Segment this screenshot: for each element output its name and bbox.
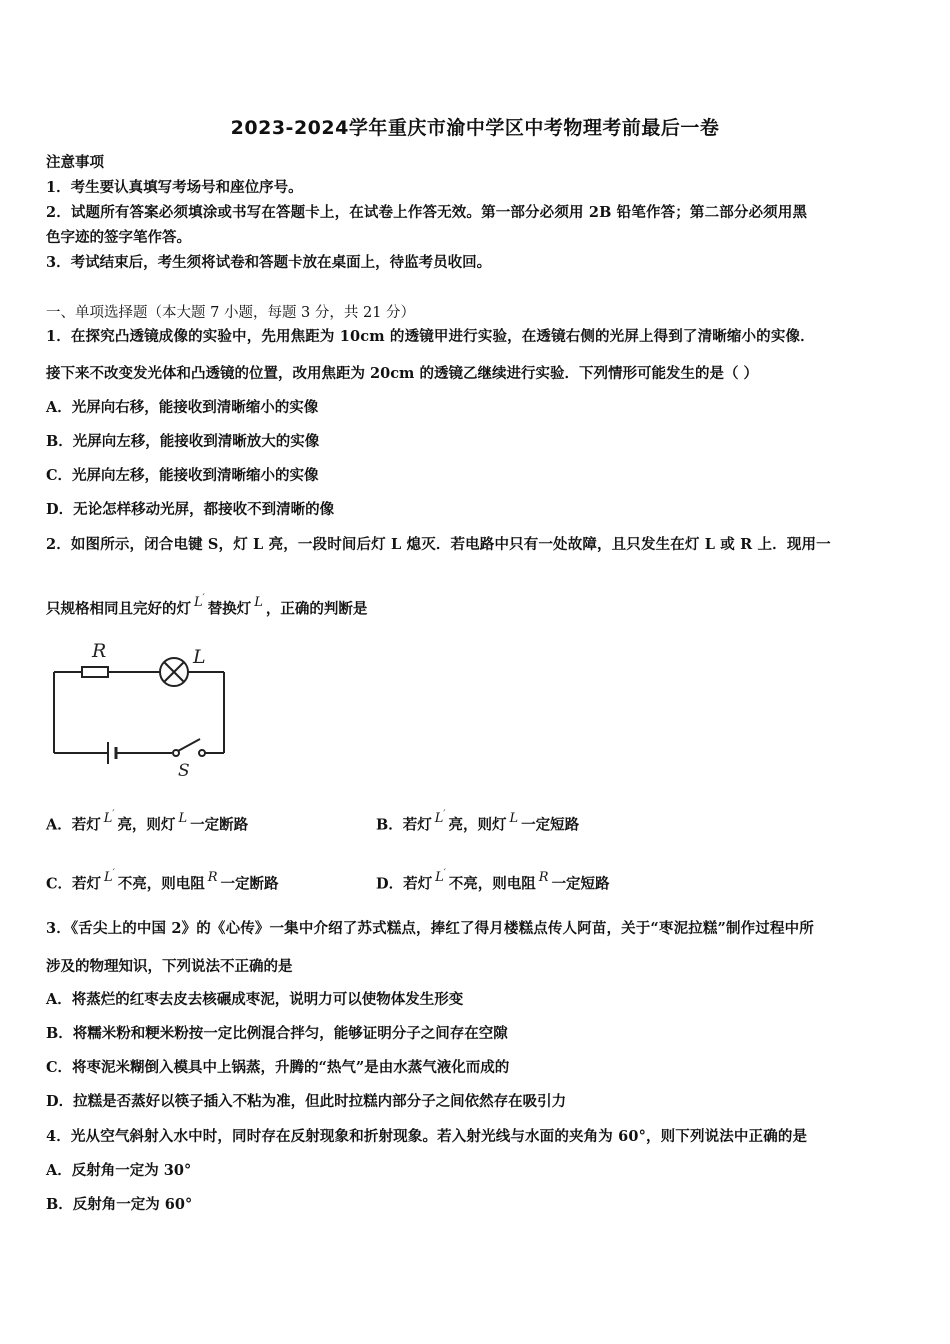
- lamp-prime-symbol: L′: [194, 594, 205, 611]
- q4-option-a: A．反射角一定为 30°: [46, 1162, 192, 1179]
- lamp-prime-symbol: L′: [435, 869, 446, 886]
- section1-heading: 一、单项选择题（本大题 7 小题，每题 3 分，共 21 分）: [46, 305, 416, 321]
- q2-option-c: C．若灯 L′不亮，则电阻 R 一定断路: [46, 869, 279, 893]
- notice-heading: 注意事项: [46, 154, 104, 171]
- label-S: S: [178, 761, 190, 781]
- notice-item-2: 2．试题所有答案必须填涂或书写在答题卡上，在试卷上作答无效。第一部分必须用 2B 铅笔作答；第二部分必须用黑: [46, 204, 808, 221]
- lamp-prime-symbol: L′: [103, 810, 115, 827]
- lamp-symbol: L: [509, 811, 519, 827]
- q3-stem-line2: 涉及的物理知识，下列说法不正确的是: [46, 958, 293, 975]
- q3-option-d: D．拉糕是否蒸好以筷子插入不粘为准，但此时拉糕内部分子之间依然存在吸引力: [46, 1093, 567, 1110]
- resistor-symbol: R: [538, 870, 549, 886]
- q1-option-c: C．光屏向左移，能接收到清晰缩小的实像: [46, 467, 319, 484]
- q1-stem-line2: 接下来不改变发光体和凸透镜的位置，改用焦距为 20cm 的透镜乙继续进行实验．下列情形可能发生的是（ ）: [46, 365, 758, 382]
- q2-option-a: A．若灯 L′亮，则灯 L 一定断路: [46, 810, 249, 834]
- q2-stem2-text-b: 替换灯: [207, 600, 252, 618]
- q2-option-b: B．若灯 L′亮，则灯 L 一定短路: [376, 810, 580, 834]
- label-L: L: [193, 646, 206, 668]
- q1-option-a: A．光屏向右移，能接收到清晰缩小的实像: [46, 399, 319, 416]
- lamp-prime-symbol: L′: [104, 869, 115, 886]
- q3-option-b: B．将糯米粉和粳米粉按一定比例混合拌匀，能够证明分子之间存在空隙: [46, 1025, 508, 1042]
- q2-stem-line2: [46, 596, 367, 620]
- q3-option-a: A．将蒸烂的红枣去皮去核碾成枣泥，说明力可以使物体发生形变: [46, 991, 464, 1008]
- q1-stem-line1: 1．在探究凸透镜成像的实验中，先用焦距为 10cm 的透镜甲进行实验，在透镜右侧的光屏上得到了清晰缩小的实像．: [46, 328, 815, 345]
- q3-option-c: C．将枣泥米糊倒入模具中上锅蒸，升腾的“热气”是由水蒸气液化而成的: [46, 1059, 510, 1076]
- notice-item-3: 3．考试结束后，考生须将试卷和答题卡放在桌面上，待监考员收回。: [46, 254, 492, 271]
- q1-option-d: D．无论怎样移动光屏，都接收不到清晰的像: [46, 501, 335, 518]
- q4-stem-line1: 4．光从空气斜射入水中时，同时存在反射现象和折射现象。若入射光线与水面的夹角为 60°，则下列说法中正确的是: [46, 1128, 808, 1145]
- circuit-diagram: [46, 636, 246, 782]
- q2-stem2-text-a: 只规格相同且完好的灯: [46, 600, 191, 618]
- q2-stem2-text-c: ，正确的判断是: [265, 600, 368, 618]
- q3-stem-line1: 3．《舌尖上的中国 2》的《心传》一集中介绍了苏式糕点，捧红了得月楼糕点传人阿苗，关于“枣泥拉糕”制作过程中所: [46, 920, 814, 937]
- resistor-symbol: R: [207, 870, 218, 886]
- q4-option-b: B．反射角一定为 60°: [46, 1196, 193, 1213]
- notice-item-2-cont: 色字迹的签字笔作答。: [46, 229, 191, 246]
- label-R: R: [92, 640, 107, 662]
- notice-item-1: 1．考生要认真填写考场号和座位序号。: [46, 179, 303, 196]
- q1-option-b: B．光屏向左移，能接收到清晰放大的实像: [46, 433, 320, 450]
- switch-lever: [178, 739, 200, 751]
- lamp-prime-symbol: L′: [434, 810, 446, 827]
- lamp-symbol: L: [254, 595, 263, 611]
- q2-option-d: D．若灯 L′不亮，则电阻 R 一定短路: [376, 869, 610, 893]
- lamp-symbol: L: [178, 811, 188, 827]
- page-title: 2023-2024学年重庆市渝中学区中考物理考前最后一卷: [230, 117, 720, 139]
- switch-contact-right: [199, 750, 205, 756]
- resistor-symbol: [82, 667, 108, 677]
- q2-stem-line1: 2．如图所示，闭合电键 S，灯 L 亮，一段时间后灯 L 熄灭．若电路中只有一处故障，且只发生在灯 L 或 R 上．现用一: [46, 536, 831, 553]
